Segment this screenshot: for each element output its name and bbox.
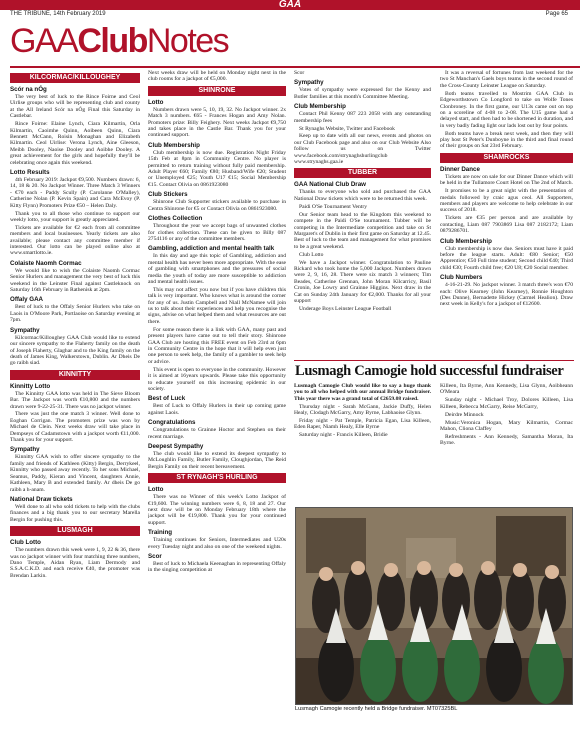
subhead: Kinnitty Lotto bbox=[10, 382, 51, 390]
subhead: Club Lotto bbox=[10, 539, 41, 547]
subhead: Clothes Collection bbox=[148, 215, 203, 223]
subhead: Gambling, addiction and mental health talk bbox=[148, 245, 275, 253]
club-bar-shinrone: SHINRONE bbox=[148, 86, 286, 96]
photo-illustration bbox=[296, 508, 573, 705]
subhead: Dinner Dance bbox=[440, 165, 480, 173]
subhead: Training bbox=[148, 529, 173, 537]
subhead: Lotto bbox=[148, 98, 164, 106]
club-bar-kinnitty: KINNITTY bbox=[10, 370, 140, 380]
subhead: Colaiste Naomh Cormac bbox=[10, 259, 82, 267]
subhead: Sympathy bbox=[10, 446, 40, 454]
masthead-rule bbox=[10, 66, 580, 68]
subhead: Deepest Sympathy bbox=[148, 442, 204, 450]
subhead: Offaly GAA bbox=[10, 296, 44, 304]
subhead: Best of Luck bbox=[148, 395, 186, 403]
subhead: Club Numbers bbox=[440, 274, 483, 282]
column-2: Next weeks draw will be held on Monday night next in the club rooms for a jackpot of €5,000. SHINRONE Lotto Numbers drawn were 5, 10, 19, 32. No Jackpot winner. 2x Match 3 numbers. €65 - Frances Hogan and Amy Nolan. Promoters prize: Billy Feighery. Next weeks Jackpot €9,750 and takes place in the Castle Bar. Thank you for your continued support. Club Membership Club membership is now due. Registration Night Friday 15th Feb at 8pm in Community Centre. No player is permitted to return training without fully paid membership. Adult Player €60; Family €80; Husband/Wife €20; Student or Unemployed €25; Youth U17 €15; Social Membership €15. Contact Olivia on 0861923080 Club Stickers Shinrone Club Supporter stickers available to purchase in Centra Shinrone for €5 or Contact Olivia on 0861923080. Clothes Collection Throughout the year we accept bags of unwanted clothes for clothes collection. These can be given to Billy 087 2754116 or any of the committee members. Gambling, addiction and mental health talk In this day and age this topic of Gambling, addiction and mental health has never been more appropriate. With the ease of gambling with smartphones and the pressures of social media the youth of today are more susceptible to addiction and mental health issues. This may not affect you now but if you have children this talk is very important. Who knows what is around the corner for any of us. Justin Campbell and Niall McNamee will join us to talk about their experiences and help you recognise the signs, advise on what helped them and what resources are out there. For some reason there is a link with GAA, many past and present players have came out to tell their story. Shinrone GAA Club are hosting this FREE event on Feb 23rd at 6pm in Community Centre in the hope that it will help even just one person to seek help, the family of a gambler to seek help or advice. This event is open to everyone in the community. However it is aimed at 16years upwards. Please take this opportunity to educate yourself on this increasing epidemic in our society. Best of Luck Best of Luck to Offaly Hurlers in their up coming game against Laois. Congratulations Congratulations to Grainne Hoctor and Stephen on their recent marriage. Deepest Sympathy The club would like to extend its deepest sympathy to McLoughlin Family, Butler Family, Cloughjordan, The Reid Bergin Family on their recent bereavement. ST RYNAGH'S HURLING Lotto There was no Winner of this week's Lotto Jackpot of €19,600. The winning numbers were 6, 8, 18 and 27. Our next draw will be on Monday February 18th where the jackpot will be €19,800. Thank you for your continued support. Training Training continues for Seniors, Intermediates and U20s every Tuesday night and also on one of the weekend nights. Scor Best of luck to Michaela Keenaghan in representing Offaly in the singing competition at bbox=[148, 70, 286, 574]
subhead: Lotto bbox=[148, 486, 164, 494]
subhead: National Draw tickets bbox=[10, 495, 73, 503]
subhead: Congratulations bbox=[148, 419, 196, 427]
story-headline: Lusmagh Camogie hold successful fundraiser bbox=[295, 363, 564, 379]
club-bar-kilcormac: KILCORMAC/KILLOUGHEY bbox=[10, 73, 140, 83]
subhead: Lotto Results bbox=[10, 168, 50, 176]
subhead: Club Membership bbox=[294, 103, 346, 111]
club-bar-shamrocks: SHAMROCKS bbox=[440, 153, 573, 163]
group-photo bbox=[295, 507, 573, 705]
subhead: GAA National Club Draw bbox=[294, 181, 366, 189]
subhead: Sympathy bbox=[10, 326, 40, 334]
club-bar-st-rynaghs: ST RYNAGH'S HURLING bbox=[148, 473, 286, 483]
publication-date: THE TRIBUNE, 14th February 2019 bbox=[10, 11, 106, 17]
section-bar bbox=[0, 0, 580, 10]
column-4: It was a reversal of fortunes from last weekend for the two St Manchan's Gaels boys teams in the second round of the Cross-County Leinster League on Saturday. Both teams travelled to Mostrim GAA Club in Edgeworthstown Co Longford to take on Wolfe Tones Clonbroney. In the first game, our U13s came out on top on a scoreline of 4-08 to 2-08. The U15 game had a delayed start, and then had to be shortened in duration, and in very badly fading light our lads lost out by four points. Both teams have a break next week, and then they will play host St Peter's Dunboyne in the third and final round of their groups on Sat 23rd February. SHAMROCKS Dinner Dance Tickets are now on sale for our Dinner Dance which will be held in the Tullamore Court Hotel on The 2nd of March. It promises to be a great night with the presentation of medals followed by craic agus ceol. All Supporters, members and players are welcome to help celebrate in our success of 2018. Tickets are €35 per person and are available by contacting, Liam 087 7903869 Lisa 087 2182172; Liam 0879286701. Club Membership Club membership is now due. Seniors must have it paid before the league starts. Adult: €80 Senior; €50 Apprentice; €50 Full time student; Second child €40; Third child €30; Fourth child free; €20 U8; €20 Social member. Club Numbers 4-16-21-29. No jackpot winner. 3 match three's won €70 each: Olive Kearney (John Kearney), Ronnie Houghton (Des Dunne), Bernadette Hickey (Carmel Healion). Draw next week in Kelly's for a jackpot of €12600. bbox=[440, 70, 573, 308]
column-1: KILCORMAC/KILLOUGHEY Scór na nÓg The very best of luck to the Rince Foirne and Ceol Uirlise groups who will be representing club and county at the All Ireland Scór na nÓg Final this Saturday in Castlebar. Rince Foirne: Elaine Lynch, Ciara Kilmartin, Orla Kilmartin, Caoimhe Quinn, Aoibeen Quinn, Ciara Bennett McCann, Roisin Monaghan and Elizabeth Kilmartin. Ceol Uirlise: Verona Lynch, Aine Gleeson, Meibh Dooley, Naoise Dooley and Aoibhe Dooley. A great achievement for the girls and hopefully they'll be celebrating once again this weekend. Lotto Results 4th February 2019: Jackpot €9,500. Numbers drawn: 6, 14, 18 & 20. No Jackpot Winner. Three Match 3 Winners - €70 each - Paddy Scully (P. Carolanne O'Malley), Catherine Nolan (P. Kevin Spain) and Cara McEvoy (P. Kitty Flynn) Promoters Prize €50 – Helen Daly. Thank you to all those who continue to support our weekly lotto, your support is greatly appreciated. Tickets are available for €2 each from all committee members and local businesses. Yearly tickets are also available; please contact any committee member if interested. Our lotto can be played online also at www.smartlotto.ie. Colaiste Naomh Cormac We would like to wish the Colaiste Naomh Cormac Senior Hurlers and management the very best of luck this weekend in the Leinster Final against Castleknock on Saturday 16th February in Rathenisk at 2pm. Offaly GAA Best of luck to the Offaly Senior Hurlers who take on Laois in O'Moore Park, Portlaoise on Saturday evening at 7pm. Sympathy Kilcormac/Killoughey GAA Club would like to extend our sincere sympathy to the Flaherty family on the death of Joseph Flaherty, Glaghar and to the King family on the death of James King, Walkerstown, Dublin. Ar Dheis De go raibh siad. KINNITTY Kinnitty Lotto The Kinnitty GAA lotto was held in The Sieve Bloom Bar. The Jackpot was worth €10,800 and the numbers drawn were 9-22-25-31. There was no jackpot winner. There was just the one match 3 winner. Well done to Eoghan Corrigan. The promoters prize was won by Michael de Clein. Next weeks draw will take place in Dempseys of Cadamstown with a jackpot worth €11,000. Thank you for your support. Sympathy Kinnitty GAA wish to offer sincere sympathy to the family and friends of Kathleen (Kitty) Bergin, Derrykeel, Kinnitty who passed away recently. To her sons Michael, Seamus, Paddy, Kieran and Vincent, daughters Annie, Kathleen, Mary B and extended family. Ar dheis De go raibh a h-anam. National Draw tickets Well done to all who sold tickets to help with the clubs finances and a big thank you to our secretary Marella Bergin for pushing this. LUSMAGH Club Lotto The numbers drawn this week were 1, 9, 22 & 36, there was no jackpot winner with four matching three numbers, Dano Temple, Aidan Ryan, Liam Dermody and S.S.A.C.K.D. and each receive €40, the promoter was Brendan Larkin. bbox=[10, 74, 140, 579]
column-3: Scor Sympathy Votes of sympathy were expressed for the Kenny and Butler families at this month's Committee Meeting. Club Membership Contact Phil Kenny 087 223 2058 with any outstanding membership fees St Rynaghs Website, Twitter and Facebook Keep up to date with all our news, events and photos on our Club Facebook page and also on our Club Website Also follow us on Twitter www.facebook.com/strynaghshurlingclub www.strynaghs.gaa.ie TUBBER GAA National Club Draw Thanks to everyone who sold and purchased the GAA National Draw tickets which were to be returned this week. Paidi O'Se Tournament Ventry Our Senior team head to the Kingdom this weekend to compete in the Paidi O'Se tournament. Tubber will be competing in the Intermediate competition and take on St Margaret's of Dublin in their first game on Saturday at 12.45. Best of luck to the team and management for what promises to be a great weekend. Club Lotto We have a Jackpot winner. Congratulation to Pauline Rickard who took home the 5,000 Jackpot. Numbers drawn were 2, 9, 16, 28. There were six match 3 winners; Tim Beades, Catherine Grennan, John Moran Kilcarricy, Basil Cronin, Joe Lowry and Grainne Higgins. Next draw in the Cat on Sunday 24th January for €2,000. Thanks for all your support Underage Boys Leinster League Football bbox=[294, 70, 431, 312]
subhead: Sympathy bbox=[294, 79, 324, 87]
story-column-b: Killeen, Ita Byrne, Ann Kennedy, Lisa Glynn, Aoibheann O'Meara Sunday night - Michael Troy, Dolores Killeen, Lisa Killeen, Rebecca McGarry, Reise McGarry, Deirdre Minnock Music:Veronica Hogan, Mary Kilmartin, Cormac Mahon, Cliona Claffey Refreshments - Ann Kennedy, Samantha Moran, Ita Byrne. bbox=[440, 383, 573, 447]
subhead: Scór na nÓg bbox=[10, 86, 47, 93]
section-label: GAA bbox=[278, 0, 302, 10]
story-rule bbox=[294, 360, 574, 361]
subhead: Scor bbox=[148, 553, 162, 561]
story-column-a: Lusmagh Camogie Club would like to say a huge thank you to all who helped with our annual Bridge fundraiser. This year there was a grand total of €2659.08 raised. Thursday night - Sarah McGann, Jackie Duffy, Helen Healy, Clodagh McGarry, Amy Byrne, Labhaoise Glynn. Friday night - Pat Temple, Patricia Egan, Lisa Killeen, Eden Raper, Niamh Healy, Elle Byrne Saturday night - Francis Killeen, Bridie bbox=[294, 383, 431, 439]
photo-caption: Lusmagh Camogie recently held a Bridge fundraiser. MT07325BL bbox=[295, 706, 458, 712]
subhead: Club Membership bbox=[148, 141, 200, 149]
page-title: GAAClubNotes bbox=[10, 22, 229, 60]
club-bar-tubber: TUBBER bbox=[294, 168, 431, 178]
subhead: Club Stickers bbox=[148, 191, 188, 199]
subhead: Club Membership bbox=[440, 237, 492, 245]
club-bar-lusmagh: LUSMAGH bbox=[10, 526, 140, 536]
page-number: Page 65 bbox=[545, 11, 568, 17]
